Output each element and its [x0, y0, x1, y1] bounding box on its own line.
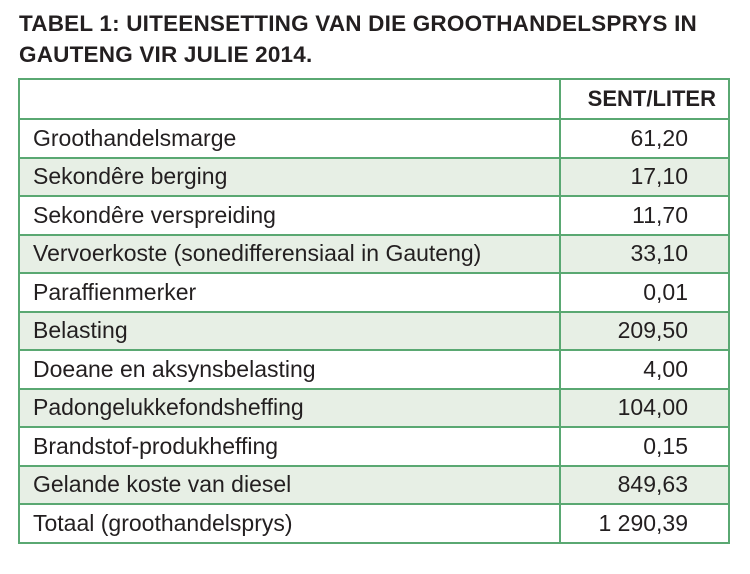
row-value: 209,50: [560, 312, 729, 351]
row-label: Gelande koste van diesel: [19, 466, 560, 505]
row-label: Paraffienmerker: [19, 273, 560, 312]
table-row: [19, 350, 729, 389]
row-value: 11,70: [560, 196, 729, 235]
row-label: Groothandelsmarge: [19, 119, 560, 158]
header-label-cell: [19, 79, 560, 119]
row-value: 0,01: [560, 273, 729, 312]
row-value: 17,10: [560, 158, 729, 197]
table-row: [19, 427, 729, 466]
table-row: [19, 119, 729, 158]
table-row: [19, 389, 729, 428]
row-value: 4,00: [560, 350, 729, 389]
table-row: [19, 312, 729, 351]
table-title-line-1: TABEL 1: UITEENSETTING VAN DIE GROOTHANDELSPRYS IN: [19, 11, 697, 36]
row-label: Doeane en aksynsbelasting: [19, 350, 560, 389]
table-row: [19, 466, 729, 505]
row-label: Sekondêre berging: [19, 158, 560, 197]
row-value: 61,20: [560, 119, 729, 158]
table-row-total: [19, 504, 729, 543]
row-label: Brandstof-produkheffing: [19, 427, 560, 466]
table-row: [19, 273, 729, 312]
row-value: 104,00: [560, 389, 729, 428]
table-title: [19, 8, 744, 70]
row-label: Belasting: [19, 312, 560, 351]
total-label: Totaal (groothandelsprys): [19, 504, 560, 543]
total-value: 1 290,39: [560, 504, 729, 543]
table-header-row: [19, 79, 729, 119]
table-row: [19, 158, 729, 197]
row-value: 849,63: [560, 466, 729, 505]
table-title-line-2: GAUTENG VIR JULIE 2014.: [19, 42, 313, 67]
row-label: Sekondêre verspreiding: [19, 196, 560, 235]
row-value: 0,15: [560, 427, 729, 466]
table-row: [19, 235, 729, 274]
price-breakdown-table: [18, 78, 730, 544]
header-unit-cell: SENT/LITER: [560, 79, 729, 119]
row-label: Padongelukkefondsheffing: [19, 389, 560, 428]
row-label: Vervoerkoste (sonedifferensiaal in Gauteng): [19, 235, 560, 274]
table-row: [19, 196, 729, 235]
row-value: 33,10: [560, 235, 729, 274]
